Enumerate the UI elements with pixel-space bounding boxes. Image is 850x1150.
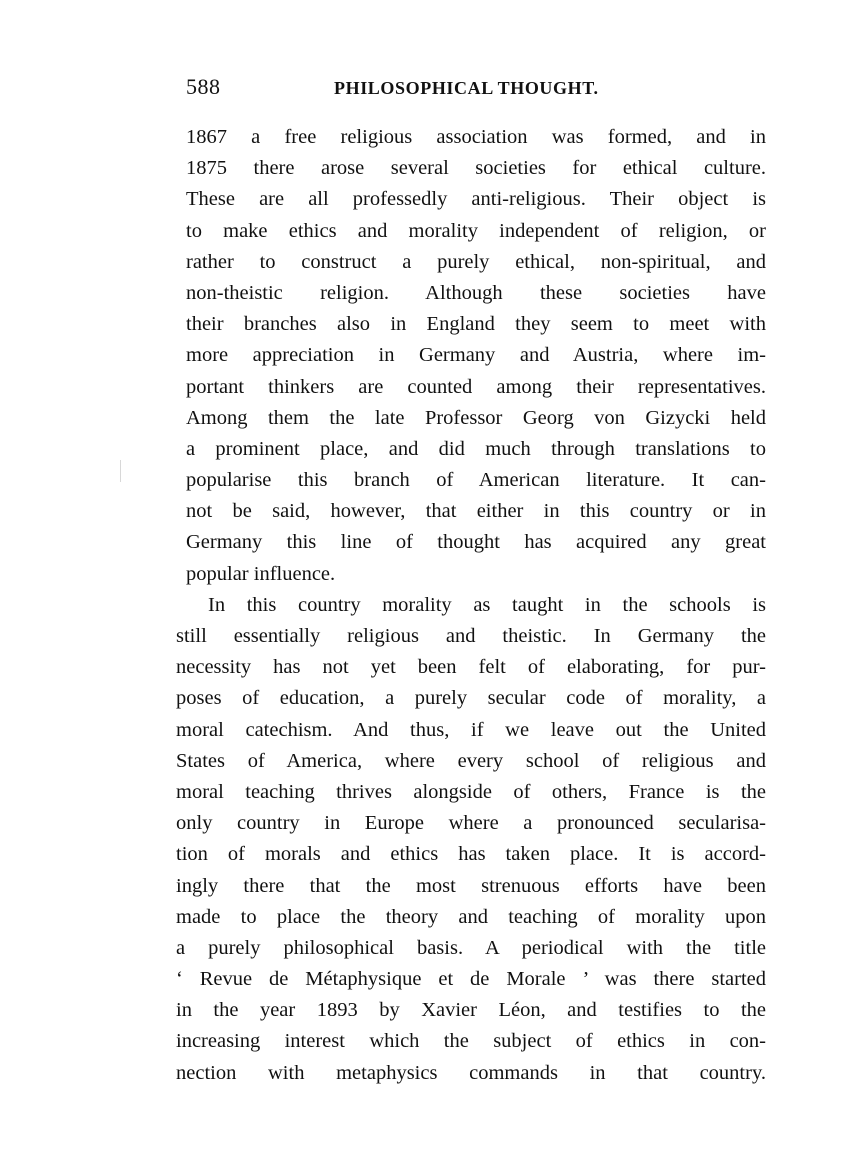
text-line: necessity has not yet been felt of elaborating, for pur-	[176, 656, 766, 679]
text-line: 1875 there arose several societies for ethical culture.	[186, 157, 766, 180]
text-line: popular influence.	[186, 562, 336, 585]
running-head	[186, 74, 766, 104]
body-text	[176, 122, 766, 1089]
text-line: rather to construct a purely ethical, non-spiritual, and	[186, 250, 766, 273]
text-line: nection with metaphysics commands in that country.	[176, 1061, 766, 1084]
text-line: In this country morality as taught in the schools is	[208, 593, 766, 616]
text-line: States of America, where every school of religious and	[176, 749, 766, 772]
page-number: 588	[186, 74, 221, 99]
text-line: only country in Europe where a pronounced secularisa-	[176, 812, 766, 835]
paragraph-1	[176, 122, 766, 590]
text-line: still essentially religious and theistic. In Germany the	[176, 625, 766, 647]
text-line: moral teaching thrives alongside of others, France is the	[176, 780, 766, 803]
paragraph-2	[176, 590, 766, 1089]
text-line: Among them the late Professor Georg von Gizycki held	[186, 406, 766, 429]
running-title: PHILOSOPHICAL THOUGHT.	[334, 78, 599, 98]
text-line: tion of morals and ethics has taken place. It is accord-	[176, 843, 766, 866]
page-speck	[120, 460, 121, 482]
text-line: their branches also in England they seem to meet with	[186, 313, 766, 336]
text-line: in the year 1893 by Xavier Léon, and testifies to the	[176, 999, 766, 1022]
text-line: These are all professedly anti-religious. Their object is	[186, 188, 766, 211]
text-line: ingly there that the most strenuous efforts have been	[176, 874, 766, 897]
text-line: portant thinkers are counted among their representatives.	[186, 375, 766, 398]
text-line: more appreciation in Germany and Austria, where im-	[186, 344, 766, 367]
text-line: not be said, however, that either in this country or in	[186, 500, 766, 523]
text-line: moral catechism. And thus, if we leave out the United	[176, 718, 766, 741]
text-line: increasing interest which the subject of ethics in con-	[176, 1030, 766, 1053]
text-line: non-theistic religion. Although these societies have	[186, 281, 766, 304]
text-line: made to place the theory and teaching of morality upon	[176, 905, 766, 928]
text-line: to make ethics and morality independent of religion, or	[186, 219, 766, 242]
text-line: a prominent place, and did much through translations to	[186, 437, 766, 460]
text-line: a purely philosophical basis. A periodical with the title	[176, 936, 766, 959]
text-line: popularise this branch of American literature. It can-	[186, 469, 766, 492]
text-line: poses of education, a purely secular code of morality, a	[176, 687, 766, 710]
text-line: ‘ Revue de Métaphysique et de Morale ’ was there started	[176, 968, 766, 991]
text-line: 1867 a free religious association was formed, and in	[186, 126, 766, 148]
text-line: Germany this line of thought has acquired any great	[186, 531, 766, 554]
